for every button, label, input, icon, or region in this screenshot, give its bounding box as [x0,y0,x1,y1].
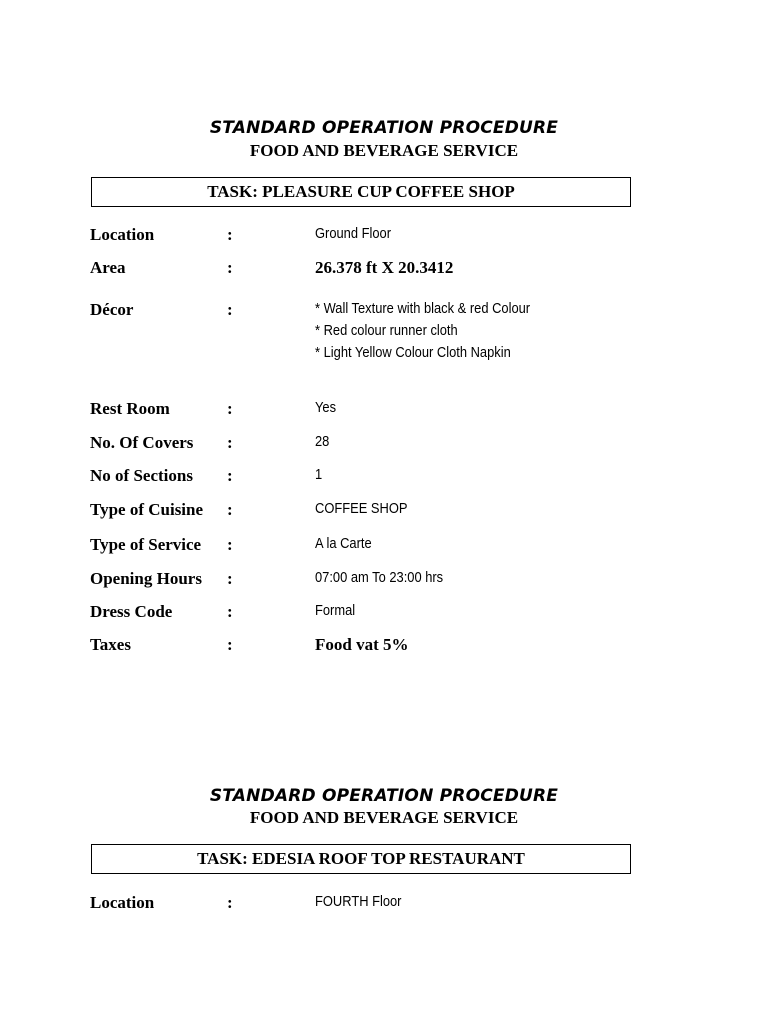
row-label: Location [90,225,155,244]
decor-item: * Red colour runner cloth [315,322,458,339]
row-value: COFFEE SHOP [315,500,408,517]
sop-subtitle: FOOD AND BEVERAGE SERVICE [249,808,519,827]
row-label: Dress Code [90,602,173,621]
row-colon: : [227,569,233,588]
row-location [0,225,768,249]
decor-item: * Light Yellow Colour Cloth Napkin [315,344,511,361]
row-value: Yes [315,399,337,416]
row-label: Type of Service [90,535,202,554]
row-dress-code [0,602,768,626]
row-colon: : [227,225,233,244]
row-decor [0,300,768,370]
row-value: Food vat 5% [315,635,409,654]
row-label: Taxes [90,635,131,654]
task-box: TASK: PLEASURE CUP COFFEE SHOP [91,177,631,207]
task-box: TASK: EDESIA ROOF TOP RESTAURANT [91,844,631,874]
row-colon: : [227,433,233,452]
row-label: Rest Room [90,399,170,418]
row-label: No of Sections [90,466,193,485]
row-value: Ground Floor [315,225,392,242]
decor-list [315,298,530,364]
row-colon: : [227,466,233,485]
row-taxes [0,635,768,659]
row-value: FOURTH Floor [315,893,402,910]
row-label: No. Of Covers [90,433,194,452]
row-colon: : [227,535,233,554]
row-value: 26.378 ft X 20.3412 [315,258,454,277]
row-label: Location [90,893,155,912]
row-location [0,893,768,917]
row-colon: : [227,893,233,912]
row-label: Décor [90,300,134,319]
row-label: Area [90,258,126,277]
row-colon: : [227,300,233,319]
row-rest-room [0,399,768,423]
row-value: A la Carte [315,535,372,552]
row-area [0,258,768,282]
row-label: Opening Hours [90,569,202,588]
row-colon: : [227,602,233,621]
row-label: Type of Cuisine [90,500,204,519]
row-value: Formal [315,602,356,619]
row-cuisine [0,500,768,524]
row-value: 07:00 am To 23:00 hrs [315,569,444,586]
row-colon: : [227,500,233,519]
sop-title: STANDARD OPERATION PROCEDURE [209,118,559,138]
sop-subtitle: FOOD AND BEVERAGE SERVICE [249,141,519,160]
row-hours [0,569,768,593]
row-colon: : [227,399,233,418]
sop-title: STANDARD OPERATION PROCEDURE [209,786,559,806]
row-value: 1 [315,466,323,483]
row-colon: : [227,635,233,654]
row-sections [0,466,768,490]
row-service [0,535,768,559]
row-value: 28 [315,433,330,450]
row-colon: : [227,258,233,277]
row-covers [0,433,768,457]
decor-item: * Wall Texture with black & red Colour [315,300,531,317]
